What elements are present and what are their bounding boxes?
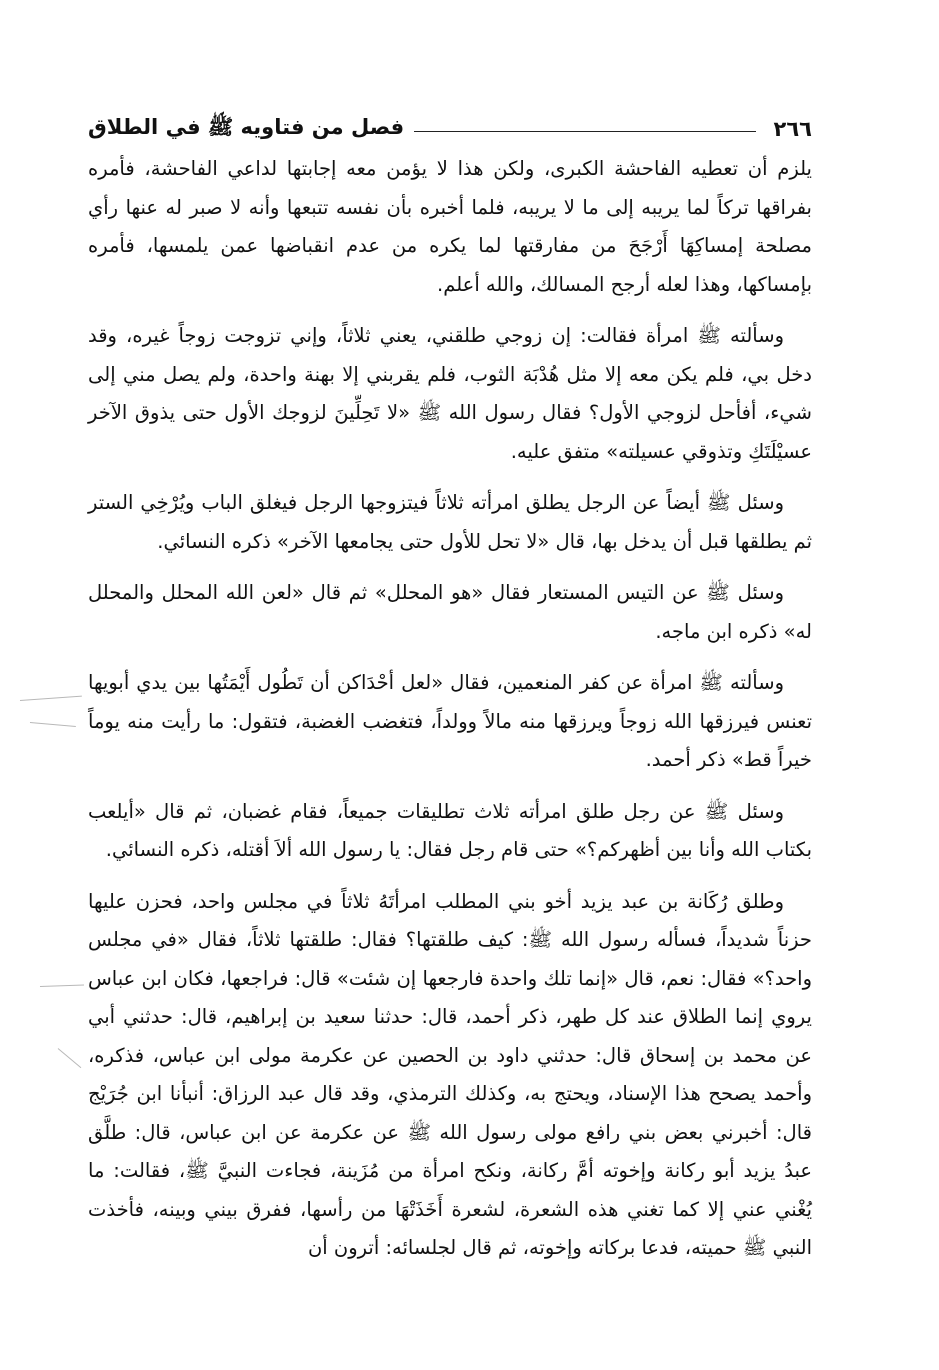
paragraph: وسئل ﷺ أيضاً عن الرجل يطلق امرأته ثلاثاً فيتزوجها الرجل فيغلق الباب ويُرْخِي الستر ثم يطلقها قبل أن يدخل بها، قال «لا تحل للأول حتى يجامعها الآخر» ذكره النسائي. — [88, 491, 812, 553]
scan-mark — [58, 1048, 82, 1068]
scan-mark — [30, 722, 76, 727]
header-rule — [414, 131, 755, 132]
page-number: ٢٦٦ — [773, 117, 812, 141]
scan-mark — [20, 696, 82, 701]
paragraph: وسألته ﷺ امرأة عن كفر المنعمين، فقال «لعل أحْدَاكن أن تَطُول أَيْمَتُها بين يدي أبويها تعنس فيرزقها الله زوجاً ويرزقها منه مالاً وولداً، فتغضب الغضبة، فتقول: ما رأيت منه يوماً خيراً قط» ذكر أحمد. — [88, 671, 812, 771]
paragraph-continuation: يلزم أن تعطيه الفاحشة الكبرى، ولكن هذا لا يؤمن معه إجابتها لداعي الفاحشة، فأمره بفراقها تركاً لما يريبه إلى ما لا يريبه، فلما أخبره بأن نفسه تتبعها وأنه لا صبر له عنها رأي مصلحة إمساكِهَا أَرْجَحَ من مفارقتها لما يكره من عدم انقباضها عمن يلمسها، فأمره بإمساكها، وهذا لعله أرجح المسالك، والله أعلم. — [88, 157, 812, 296]
paragraph: وسألته ﷺ امرأة فقالت: إن زوجي طلقني، يعني ثلاثاً، وإني تزوجت زوجاً غيره، وقد دخل بي، فلم يكن معه إلا مثل هُدْبَة الثوب، فلم يقربني إلا بهنة واحدة، ولم يصل مني إلى شيء، أفأحل لزوجي الأول؟ فقال رسول الله ﷺ «لا تَحِلِّينَ لزوجك الأول حتى يذوق الآخر عسيْلَتَكِ وتذوقي عسيلته» متفق عليه. — [88, 324, 812, 463]
paragraph: وطلق رُكَانة بن عبد يزيد أخو بني المطلب امرأتَهُ ثلاثاً في مجلس واحد، فحزن عليها حزناً شديداً، فسأله رسول الله ﷺ: كيف طلقتها؟ فقال: طلقتها ثلاثاً، فقال «في مجلس واحد؟» فقال: نعم، قال «إنما تلك واحدة فارجعها إن شئت» قال: فراجعها، فكان ابن عباس يروي إنما الطلاق عند كل طهر، ذكر أحمد، قال: حدثنا سعيد بن إبراهيم، قال: حدثني أبي عن محمد بن إسحاق قال: حدثني داود بن الحصين عن عكرمة مولى ابن عباس، فذكره، وأحمد يصحح هذا الإسناد، ويحتج به، وكذلك الترمذي، وقد قال عبد الرزاق: أنبأنا ابن جُرَيْج قال: أخبرني بعض بني رافع مولى رسول الله ﷺ عن عكرمة عن ابن عباس، قال: طلَّق عبدُ يزيد أبو ركانة وإخوته أمَّ ركانة، ونكح امرأة من مُزَينة، فجاءت النبيَّ ﷺ، فقالت: ما يُغْني عني إلا كما تغني هذه الشعرة، لشعرة أَخَذَتْهَا من رأسها، ففرق بيني وبينه، فأخذت النبي ﷺ حميته، فدعا بركاته وإخوته، ثم قال لجلسائه: أترون أن — [88, 889, 812, 1259]
section-title: فصل من فتاويه ﷺ في الطلاق — [88, 114, 405, 139]
scan-mark — [40, 984, 84, 987]
running-header — [88, 112, 812, 146]
paragraph: وسئل ﷺ عن رجل طلق امرأته ثلاث تطليقات جميعاً، فقام غضبان، ثم قال «أيلعب بكتاب الله وأنا بين أظهركم؟» حتى قام رجل فقال: يا رسول الله ألاَ أقتله، ذكره النسائي. — [88, 799, 812, 861]
paragraph: وسئل ﷺ عن التيس المستعار فقال «هو المحلل» ثم قال «لعن الله المحلل والمحلل له» ذكره ابن ماجه. — [88, 581, 812, 643]
body-text — [88, 150, 812, 1268]
book-page — [88, 112, 812, 1292]
